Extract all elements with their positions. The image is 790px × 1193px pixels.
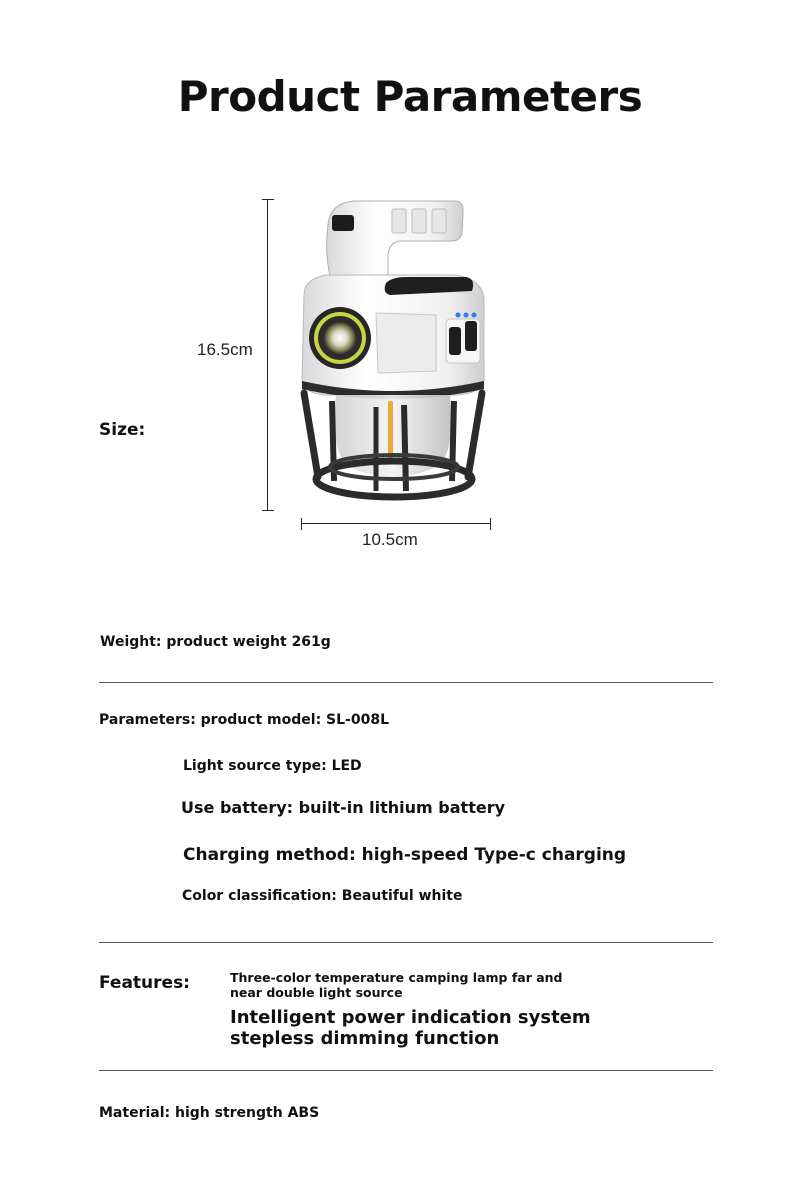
camping-lamp-image <box>296 195 492 507</box>
divider-2 <box>99 942 713 943</box>
light-source-text: Light source type: LED <box>183 758 362 774</box>
divider-3 <box>99 1070 713 1071</box>
height-dimension-cap-bottom <box>262 510 274 511</box>
width-dimension-cap-right <box>490 518 491 530</box>
weight-text: Weight: product weight 261g <box>100 634 331 650</box>
color-classification-text: Color classification: Beautiful white <box>182 888 463 904</box>
width-dimension-value: 10.5cm <box>362 530 418 549</box>
feature-item-2: Intelligent power indication system stepless dimming function <box>230 1007 591 1049</box>
size-label: Size: <box>99 420 146 440</box>
width-dimension-cap-left <box>301 518 302 530</box>
features-label: Features: <box>99 973 190 993</box>
height-dimension-value: 16.5cm <box>197 340 253 359</box>
divider-1 <box>99 682 713 683</box>
height-dimension-line <box>267 199 268 510</box>
height-dimension-cap-top <box>262 199 274 200</box>
feature-item-1: Three-color temperature camping lamp far and near double light source <box>230 970 563 1000</box>
parameters-model-text: Parameters: product model: SL-008L <box>99 712 390 728</box>
material-text: Material: high strength ABS <box>99 1105 320 1121</box>
charging-method-text: Charging method: high-speed Type-c charging <box>183 845 627 865</box>
battery-text: Use battery: built-in lithium battery <box>181 798 506 817</box>
width-dimension-line <box>301 523 491 524</box>
page-title: Product Parameters <box>177 72 643 121</box>
